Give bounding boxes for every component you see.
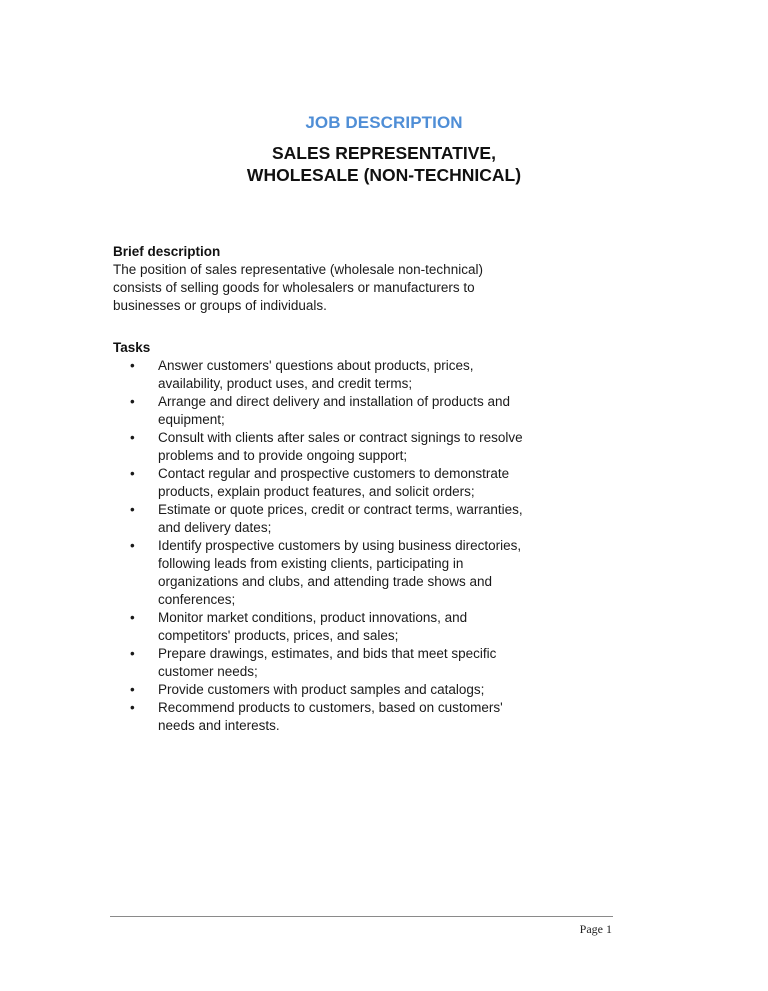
bullet-icon: • (130, 610, 135, 625)
bullet-icon: • (130, 358, 135, 373)
bullet-icon: • (130, 502, 135, 517)
task-item: • Answer customers' questions about products, prices, availability, product uses, and credit terms; (130, 358, 474, 391)
task-item: • Contact regular and prospective customers to demonstrate products, explain product features, and solicit orders; (130, 466, 510, 499)
task-item: • Identify prospective customers by using business directories, following leads from existing clients, participating in organizations and clubs, and attending trade shows and conferences; (130, 538, 522, 607)
bullet-icon: • (130, 682, 135, 697)
bullet-icon: • (130, 466, 135, 481)
brief-description-section (113, 243, 633, 315)
task-list (113, 357, 633, 735)
task-item: • Consult with clients after sales or contract signings to resolve problems and to provide ongoing support; (130, 430, 523, 463)
bullet-icon: • (130, 646, 135, 661)
document-title (0, 142, 768, 186)
tasks-heading: Tasks (113, 340, 151, 355)
task-item: • Arrange and direct delivery and installation of products and equipment; (130, 394, 510, 427)
brief-line: The position of sales representative (wholesale non-technical) (113, 262, 483, 277)
task-item: • Monitor market conditions, product innovations, and competitors' products, prices, and sales; (130, 610, 468, 643)
task-item: • Provide customers with product samples and catalogs; (130, 682, 485, 697)
document-label: JOB DESCRIPTION (305, 113, 463, 132)
footer-divider (110, 916, 613, 917)
brief-text (113, 261, 633, 315)
task-item: • Estimate or quote prices, credit or contract terms, warranties, and delivery dates; (130, 502, 523, 535)
brief-line: consists of selling goods for wholesalers or manufacturers to (113, 280, 475, 295)
brief-heading: Brief description (113, 244, 221, 259)
bullet-icon: • (130, 700, 135, 715)
bullet-icon: • (130, 394, 135, 409)
title-line-2: WHOLESALE (NON-TECHNICAL) (246, 165, 522, 185)
task-item: • Recommend products to customers, based on customers' needs and interests. (130, 700, 503, 733)
bullet-icon: • (130, 430, 135, 445)
brief-line: businesses or groups of individuals. (113, 298, 327, 313)
tasks-section (113, 339, 633, 735)
page-number: Page 1 (579, 922, 612, 936)
task-item: • Prepare drawings, estimates, and bids that meet specific customer needs; (130, 646, 497, 679)
bullet-icon: • (130, 538, 135, 553)
title-line-1: SALES REPRESENTATIVE, (272, 143, 496, 163)
